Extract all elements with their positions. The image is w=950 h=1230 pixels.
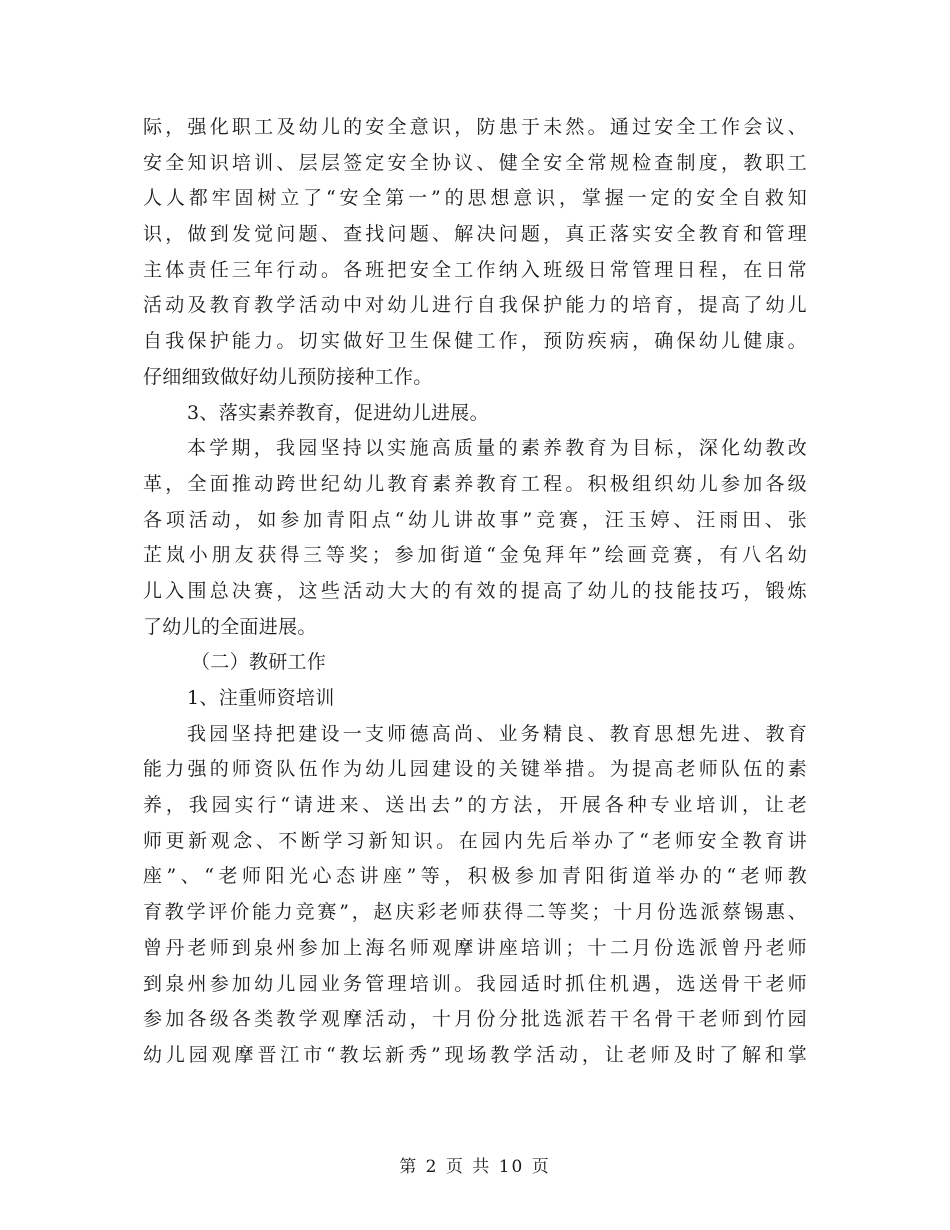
text-line: 我园坚持把建设一支师德高尚、业务精良、教育思想先进、教育 bbox=[187, 722, 807, 745]
section-heading: （二）教研工作 bbox=[191, 651, 327, 674]
text-line: 了幼儿的全面进展。 bbox=[143, 615, 317, 638]
text-line: 革，全面推动跨世纪幼儿教育素养教育工程。积极组织幼儿参加各级 bbox=[143, 472, 807, 495]
text-line: 曾丹老师到泉州参加上海名师观摩讲座培训；十二月份选派曾丹老师 bbox=[143, 936, 807, 959]
text-line: 芷岚小朋友获得三等奖；参加街道“金兔拜年”绘画竞赛，有八名幼 bbox=[143, 544, 807, 567]
text-line: 师更新观念、不断学习新知识。在园内先后举办了“老师安全教育讲 bbox=[143, 829, 807, 852]
text-line: 幼儿园观摩晋江市“教坛新秀”现场教学活动，让老师及时了解和掌 bbox=[143, 1043, 807, 1066]
text-line: 主体责任三年行动。各班把安全工作纳入班级日常管理日程，在日常 bbox=[143, 258, 807, 281]
section-heading: 3、落实素养教育，促进幼儿进展。 bbox=[187, 401, 489, 424]
text-line: 识，做到发觉问题、查找问题、解决问题，真正落实安全教育和管理 bbox=[143, 223, 807, 246]
text-line: 本学期，我园坚持以实施高质量的素养教育为目标，深化幼教改 bbox=[187, 437, 807, 460]
text-line: 际，强化职工及幼儿的安全意识，防患于未然。通过安全工作会议、 bbox=[143, 116, 807, 138]
page-number-footer: 第 2 页 共 10 页 bbox=[399, 1157, 551, 1177]
text-line: 安全知识培训、层层签定安全协议、健全安全常规检查制度，教职工 bbox=[143, 151, 807, 174]
subsection-heading: 1、注重师资培训 bbox=[187, 687, 335, 709]
text-line: 仔细细致做好幼儿预防接种工作。 bbox=[143, 365, 433, 388]
text-line: 养，我园实行“请进来、送出去”的方法，开展各种专业培训，让老 bbox=[143, 794, 807, 817]
text-line: 各项活动，如参加青阳点“幼儿讲故事”竞赛，汪玉婷、汪雨田、张 bbox=[143, 508, 807, 531]
text-line: 自我保护能力。切实做好卫生保健工作，预防疾病，确保幼儿健康。 bbox=[143, 330, 807, 353]
text-line: 人人都牢固树立了“安全第一”的思想意识，掌握一定的安全自救知 bbox=[143, 187, 807, 210]
text-line: 座”、“老师阳光心态讲座”等，积极参加青阳街道举办的“老师教 bbox=[143, 865, 807, 888]
text-line: 能力强的师资队伍作为幼儿园建设的关键举措。为提高老师队伍的素 bbox=[143, 758, 807, 781]
text-line: 参加各级各类教学观摩活动，十月份分批选派若干名骨干老师到竹园 bbox=[143, 1008, 807, 1031]
text-line: 活动及教育教学活动中对幼儿进行自我保护能力的培育，提高了幼儿 bbox=[143, 294, 807, 317]
text-line: 育教学评价能力竞赛”，赵庆彩老师获得二等奖；十月份选派蔡锡惠、 bbox=[143, 901, 807, 924]
text-line: 到泉州参加幼儿园业务管理培训。我园适时抓住机遇，选送骨干老师 bbox=[143, 972, 807, 995]
document-body bbox=[143, 110, 807, 1074]
text-line: 儿入围总决赛，这些活动大大的有效的提高了幼儿的技能技巧，锻炼 bbox=[143, 579, 807, 602]
